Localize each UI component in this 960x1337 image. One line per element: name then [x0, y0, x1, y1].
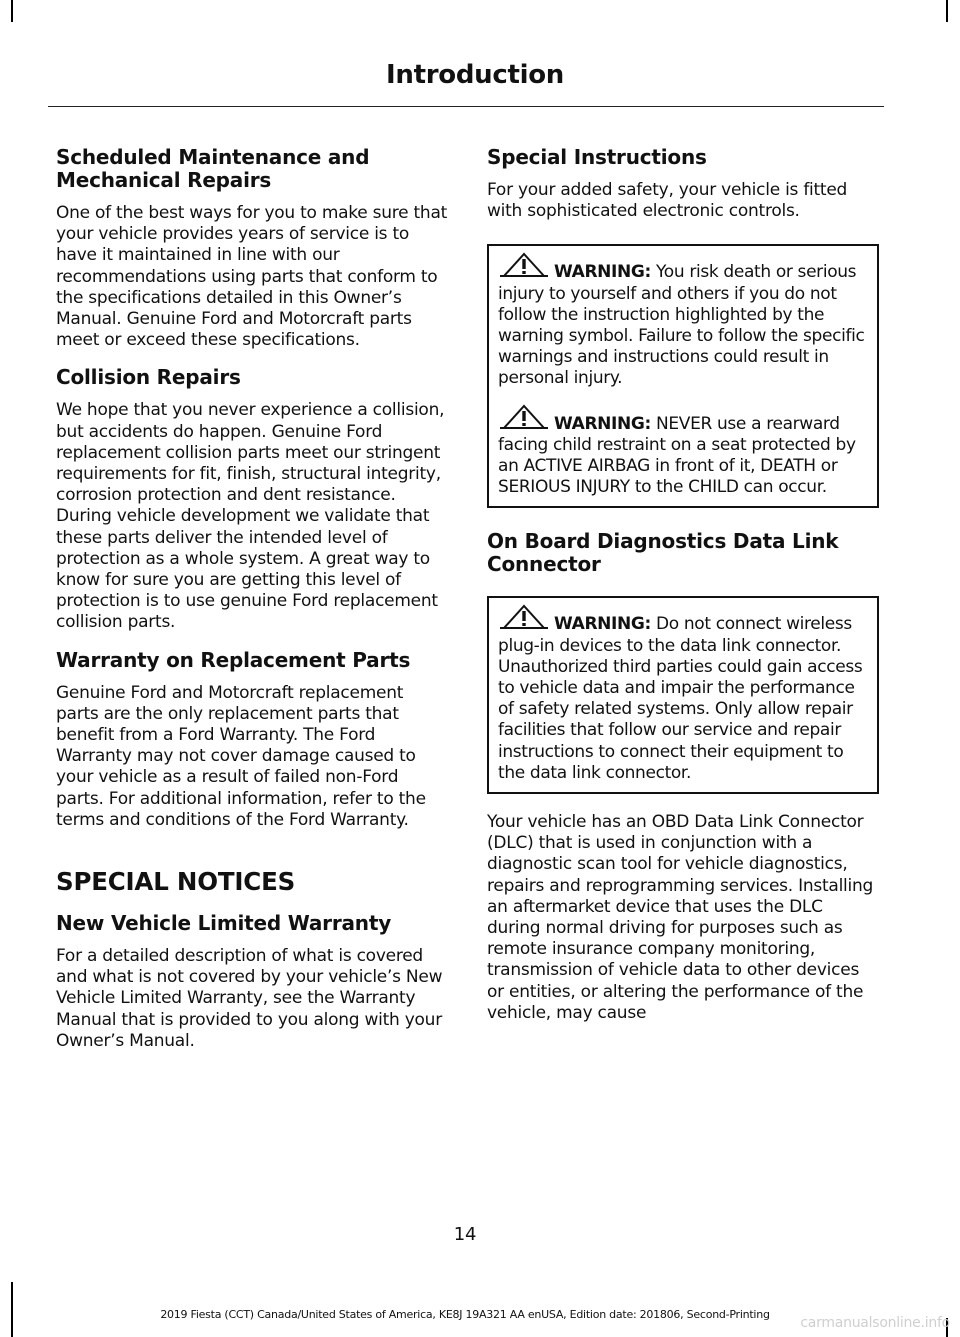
section-new-vehicle-warranty — [56, 912, 448, 1052]
page-number: 14 — [453, 1224, 477, 1245]
warning-triangle-icon — [498, 604, 550, 630]
page-header — [48, 58, 884, 107]
paragraph: One of the best ways for you to make sure that your vehicle provides years of service is to have it maintained in line with our recommendations using parts that conform to the specifications detailed in this Owner’s Manual. Genuine Ford and Motorcraft parts meet or exceed these specifications. — [56, 203, 448, 351]
crop-mark-top-left — [11, 0, 13, 22]
page-title: Introduction — [386, 60, 564, 90]
section-collision-repairs — [56, 366, 448, 633]
spacer — [56, 846, 448, 868]
warning-item — [498, 252, 868, 389]
warning-text — [498, 604, 868, 784]
right-column — [487, 146, 879, 1039]
section-heading: Warranty on Replacement Parts — [56, 647, 411, 672]
crop-mark-top-right — [946, 0, 948, 22]
warning-label: WARNING: — [554, 262, 651, 283]
section-heading: Special Instructions — [487, 145, 707, 169]
paragraph: Your vehicle has an OBD Data Link Connector (DLC) that is used in conjunction with a diagnostic scan tool for vehicle diagnostics, repairs and reprogramming services. Installing an aftermarket device that uses the DLC during normal driving for purposes such as remote insurance company monitoring, transmission of vehicle data to other devices or entities, or altering the performance of the vehicle, may cause — [487, 812, 874, 1023]
warning-label: WARNING: — [554, 614, 651, 635]
warning-triangle-icon — [498, 404, 550, 430]
chapter-heading: SPECIAL NOTICES — [56, 867, 296, 897]
paragraph: We hope that you never experience a collision, but accidents do happen. Genuine Ford replacement collision parts meet our stringent requirements for fit, finish, structural integrity, corrosion protection and dent resistance. During vehicle development we validate that these parts deliver the intended level of protection as a whole system. A great way to know for sure you are getting this level of protection is to use genuine Ford replacement collision parts. — [56, 400, 445, 633]
warning-box — [487, 596, 879, 794]
watermark: carmanualsonline.info — [800, 1315, 950, 1331]
section-heading: New Vehicle Limited Warranty — [56, 911, 392, 936]
warning-body: You risk death or serious injury to yourself and others if you do not follow the instruction highlighted by the warning symbol. Failure to follow the specific warnings and instructions could result in personal injury. — [498, 262, 865, 389]
warning-text — [498, 404, 868, 499]
paragraph: For a detailed description of what is covered and what is not covered by your vehicle’s New Vehicle Limited Warranty, see the Warranty Manual that is provided to you along with your Owner’s Manual. — [56, 946, 443, 1051]
warning-label: WARNING: — [554, 413, 651, 434]
section-heading: Collision Repairs — [56, 365, 241, 390]
section-special-instructions — [487, 146, 879, 222]
warning-item — [498, 604, 868, 784]
warning-triangle-icon — [498, 252, 550, 278]
paragraph: Genuine Ford and Motorcraft replacement parts are the only replacement parts that benefit from a Ford Warranty. The Ford Warranty may not cover damage caused to your vehicle as a result of failed non-Ford parts. For additional information, refer to the terms and conditions of the Ford Warranty. — [56, 682, 426, 830]
warning-text — [498, 252, 868, 389]
section-heading: On Board Diagnostics Data Link Connector — [487, 529, 839, 577]
warning-box — [487, 244, 879, 508]
section-obd-dlc — [487, 530, 879, 576]
left-column — [56, 146, 448, 1067]
warning-body: Do not connect wireless plug-in devices to the data link connector. Unauthorized third parties could gain access to vehicle data and impair the performance of safety related systems. Only allow repair facilities that follow our service and repair instructions to connect their equipment to the data link connector. — [498, 614, 863, 783]
footer-edition-text: 2019 Fiesta (CCT) Canada/United States of America, KE8J 19A321 AA enUSA, Edition date: 201806, Second-Printing — [160, 1308, 770, 1321]
section-scheduled-maintenance — [56, 146, 448, 351]
section-warranty-replacement-parts — [56, 649, 448, 831]
warning-body: NEVER use a rearward facing child restraint on a seat protected by an ACTIVE AIRBAG in front of it, DEATH or SERIOUS INJURY to the CHILD can occur. — [498, 413, 856, 498]
section-heading: Scheduled Maintenance and Mechanical Repairs — [56, 145, 370, 192]
paragraph: For your added safety, your vehicle is fitted with sophisticated electronic controls. — [487, 180, 848, 222]
warning-item — [498, 404, 868, 499]
